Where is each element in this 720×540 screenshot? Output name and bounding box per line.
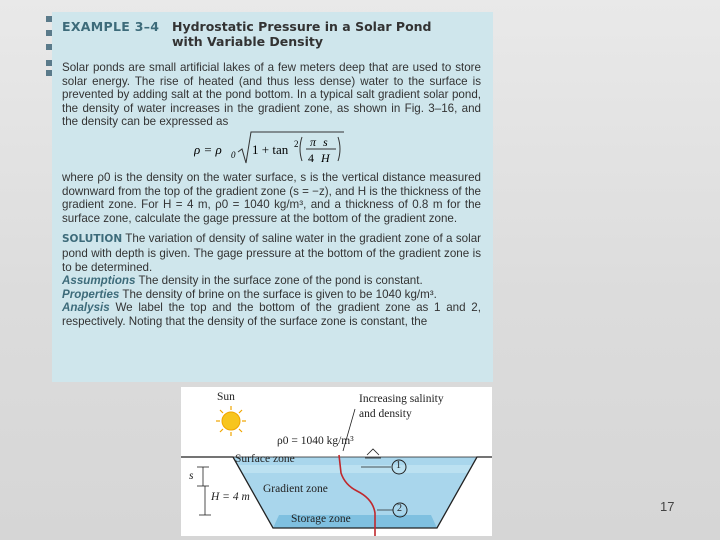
- assumptions-line: [62, 274, 481, 288]
- analysis-text: We label the top and the bottom of the gradient zone as 1 and 2, respectively. Noting that the density of the surface zone is constant, the: [62, 301, 481, 328]
- properties-line: [62, 288, 481, 302]
- salinity-label-2: and density: [359, 408, 412, 420]
- formula-H: H: [321, 150, 330, 165]
- solution-text: The variation of density of saline water in the gradient zone of a solar pond with depth is given. The gage pressure at the bottom of the gradient zone is to be determined.: [62, 232, 481, 274]
- solution-paragraph: [62, 232, 481, 274]
- example-panel: [52, 12, 493, 382]
- formula-sub0: 0: [231, 149, 236, 160]
- assumptions-text: The density in the surface zone of the pond is constant.: [138, 274, 423, 288]
- formula-graphic: [194, 129, 354, 171]
- page-number: 17: [660, 499, 675, 514]
- analysis-label: Analysis: [62, 301, 110, 315]
- point-2-label: 2: [397, 503, 402, 514]
- analysis-line: [62, 301, 481, 328]
- H-label: H = 4 m: [211, 491, 250, 503]
- formula-four: 4: [308, 150, 314, 165]
- point-1-label: 1: [396, 460, 401, 471]
- surface-zone-band: [238, 465, 472, 473]
- salinity-label-1: Increasing salinity: [359, 393, 444, 405]
- gradient-zone-label: Gradient zone: [263, 483, 328, 495]
- paren-right: [338, 137, 340, 161]
- properties-label: Properties: [62, 287, 120, 301]
- formula-s: s: [323, 134, 328, 149]
- formula-pi: π: [310, 134, 317, 149]
- assumptions-label: Assumptions: [62, 274, 136, 288]
- free-surface-mark: [367, 449, 379, 455]
- sun-label: Sun: [217, 391, 235, 403]
- paren-left: [300, 137, 302, 161]
- problem-given: where ρ0 is the density on the water surface, s is the vertical distance measured downward from the top of the gradient zone (s = −z), and H is the thickness of the gradient zone. For H = 4 m, ρ0 = 1040 kg/m³, and a thickness of 0.8 m for the surface zone, calculate the gage pressure at the bottom of the gradient zone.: [62, 170, 481, 225]
- properties-text: The density of brine on the surface is given to be 1040 kg/m³.: [122, 287, 437, 301]
- problem-statement: Solar ponds are small artificial lakes of a few meters deep that are used to store solar energy. The rise of heated (and thus less dense) water to the surface is prevented by adding salt at the pond bottom. In a typical salt gradient solar pond, the density of water increases in the gradient zone, as shown in Fig. 3–16, and the density can be expressed as: [62, 61, 481, 129]
- example-title: Hydrostatic Pressure in a Solar Pond with Variable Density: [172, 19, 432, 49]
- example-header: [62, 19, 481, 61]
- density-formula: [62, 129, 481, 171]
- formula-lhs: ρ = ρ: [194, 141, 222, 157]
- surface-zone-label: Surface zone: [235, 453, 295, 465]
- solution-label: SOLUTION: [62, 233, 123, 246]
- storage-zone-label: Storage zone: [291, 513, 351, 525]
- example-label: EXAMPLE 3–4: [62, 19, 160, 34]
- formula-exp: 2: [294, 138, 299, 149]
- sun-icon: [222, 412, 240, 430]
- solar-pond-figure: [181, 387, 492, 536]
- formula-sqrt-body: 1 + tan: [252, 141, 289, 157]
- rho0-label: ρ0 = 1040 kg/m³: [277, 435, 354, 447]
- s-label: s: [189, 470, 194, 482]
